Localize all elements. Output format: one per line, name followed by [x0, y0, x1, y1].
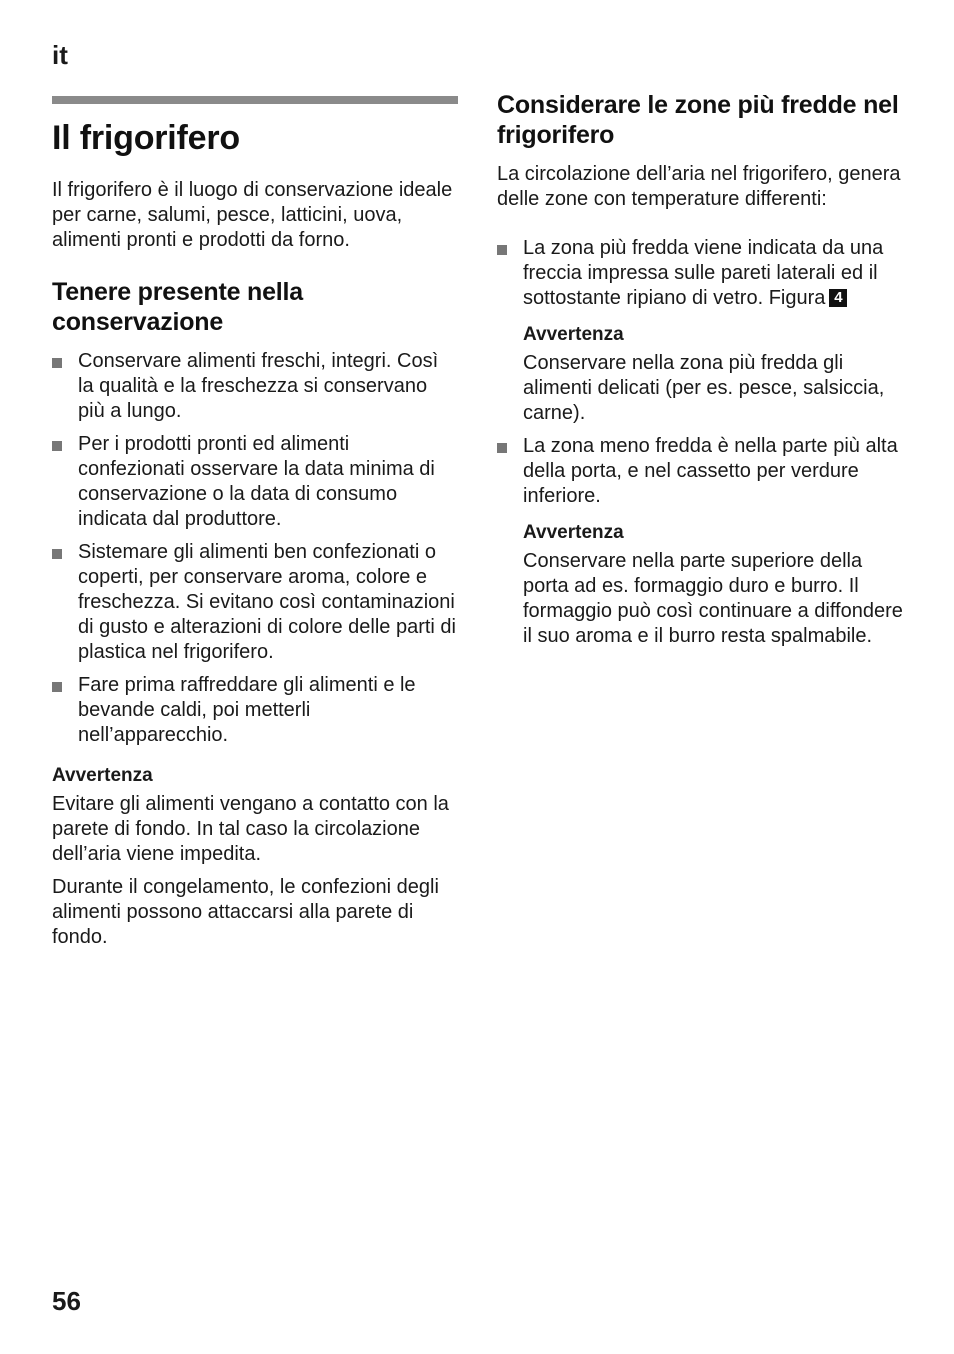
note-paragraph: Conservare nella parte superiore della porta ad es. formaggio duro e burro. Il formaggio può così continuare a diffondere il suo aroma e il burro resta spalmabile. [523, 550, 903, 647]
cold-zones-list-2 [497, 434, 907, 509]
left-column [52, 96, 458, 950]
list-item: La zona meno fredda è nella parte più alta della porta, e nel cassetto per verdure inferiore. [497, 434, 907, 509]
cold-zones-list [497, 236, 907, 311]
intro-paragraph: Il frigorifero è il luogo di conservazione ideale per carne, salumi, pesce, latticini, uova, alimenti pronti e prodotti da forno. [52, 179, 453, 251]
list-item: Fare prima raffreddare gli alimenti e le bevande caldi, poi metterli nell’apparecchio. [52, 673, 458, 748]
note-heading: Avvertenza [523, 522, 624, 543]
note-paragraph-2: Durante il congelamento, le confezioni degli alimenti possono attaccarsi alla parete di fondo. [52, 876, 439, 948]
list-item: Sistemare gli alimenti ben confezionati o coperti, per conservare aroma, colore e freschezza. Si evitano così contaminazioni di gusto e alterazioni di colore delle parti di plastica nel frigorifero. [52, 540, 458, 665]
section-rule [52, 96, 458, 104]
cold-zones-intro: La circolazione dell’aria nel frigorifero, genera delle zone con temperature differenti: [497, 163, 901, 210]
note-paragraph: Conservare nella zona più fredda gli alimenti delicati (per es. pesce, salsiccia, carne). [523, 352, 885, 424]
page-title: Il frigorifero [52, 119, 240, 157]
list-item: Per i prodotti pronti ed alimenti confezionati osservare la data minima di conservazione o la data di consumo indicata dal produttore. [52, 432, 458, 532]
note-heading: Avvertenza [52, 765, 153, 786]
page-number: 56 [52, 1286, 81, 1316]
list-item [497, 236, 907, 311]
right-column [497, 90, 907, 649]
storage-section-title: Tenere presente nella conservazione [52, 278, 304, 336]
list-item-text: La zona più fredda viene indicata da una freccia impressa sulle pareti laterali ed il sottostante ripiano di vetro. Figura [523, 237, 884, 309]
note-paragraph: Evitare gli alimenti vengano a contatto con la parete di fondo. In tal caso la circolazione dell’aria viene impedita. [52, 793, 449, 865]
list-item: Conservare alimenti freschi, integri. Così la qualità e la freschezza si conservano più a lungo. [52, 349, 458, 424]
note-block-2 [523, 521, 907, 649]
figure-reference-badge: 4 [829, 289, 847, 307]
cold-zones-section-title: Considerare le zone più fredde nel frigorifero [497, 91, 899, 149]
storage-tips-list [52, 349, 458, 748]
note-block [523, 323, 907, 426]
note-heading: Avvertenza [523, 324, 624, 345]
language-label: it [52, 40, 68, 70]
